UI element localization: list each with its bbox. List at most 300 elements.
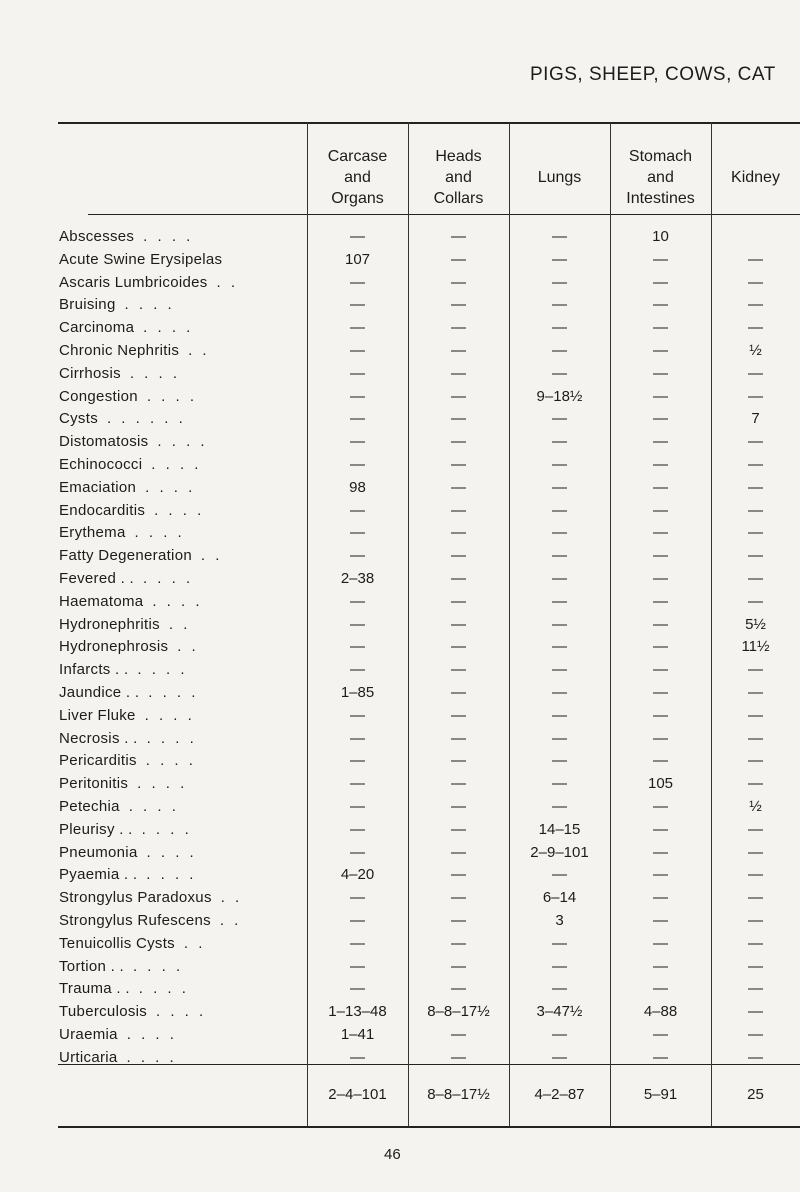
table-cell: — [653,319,668,337]
table-cell: — [350,934,365,952]
row-label-text: Liver Fluke [59,706,136,724]
table-cell: — [748,570,763,587]
row-label [59,616,304,635]
table-cell: — [552,228,567,245]
leader-dots: . . . . [132,957,184,975]
row-label-text: Pneumonia [59,843,138,861]
table-row [0,524,800,543]
table-row [0,821,800,840]
total-heads: 8–8–17½ [427,1086,490,1103]
table-cell: — [451,775,466,793]
table-cell: — [552,592,567,610]
row-label [59,638,304,657]
leader-dots: . . . . [146,387,198,405]
row-label-text: Necrosis . . [59,729,138,747]
row-label-text: Erythema [59,524,126,542]
table-row [0,388,800,407]
table-cell: — [350,638,365,656]
table-cell: — [451,547,466,565]
row-label [59,912,304,931]
leader-dots: . . [219,912,242,929]
table-row [0,1049,800,1068]
row-label-text: Infarcts . . [59,661,129,679]
table-cell: 7 [751,410,760,428]
table-cell: — [653,957,668,975]
leader-dots: . . [220,889,243,907]
table-cell: — [350,547,365,565]
leader-dots: . . . . [126,1026,177,1043]
row-label [59,456,304,475]
row-label [59,342,304,361]
row-label-text: Acute Swine Erysipelas [59,250,223,268]
table-row [0,456,800,475]
table-cell: — [451,410,466,428]
table-row [0,228,800,247]
table-row [0,251,800,270]
table-cell: — [451,729,466,747]
table-top-rule [58,122,800,124]
table-row [0,274,800,293]
row-label-text: Haematoma [59,592,144,610]
table-cell: — [552,661,567,679]
table-cell: — [653,820,668,838]
row-label-text: Tortion . . [59,957,124,975]
table-cell: — [748,1048,763,1066]
table-cell: — [653,250,668,268]
table-cell: — [552,957,567,975]
table-cell: — [350,843,365,861]
row-label-text: Ascaris Lumbricoides [59,273,208,291]
table-cell: — [451,661,466,679]
table-cell: — [653,798,668,815]
leader-dots: . . . . [143,319,194,337]
table-cell: — [451,342,466,359]
row-label [59,570,304,589]
table-cell: — [451,273,466,291]
row-label [59,684,304,703]
table-row [0,661,800,680]
table-cell: — [350,501,365,519]
table-cell: — [451,364,466,382]
table-cell: — [552,250,567,268]
table-cell: — [748,957,763,975]
table-row [0,684,800,703]
table-cell: 1–41 [340,1026,375,1043]
table-cell: — [451,478,466,496]
table-cell: — [350,1048,365,1066]
table-cell: — [552,729,567,747]
table-row [0,365,800,384]
table-cell: — [748,980,763,998]
table-cell: — [350,706,365,724]
row-label-text: Pericarditis [59,752,137,770]
table-cell: — [451,296,466,314]
table-row [0,935,800,954]
table-cell: 2–38 [340,570,375,587]
table-cell: — [748,684,763,701]
leader-dots: . . . . [151,456,202,473]
table-cell: — [748,387,763,405]
table-cell: — [748,273,763,291]
leader-dots: . . . . [146,843,197,861]
table-cell: — [451,1048,466,1066]
leader-dots: . . . . [148,684,199,701]
table-cell: — [451,798,466,815]
table-cell: — [350,912,365,929]
table-cell: — [653,980,668,998]
row-label [59,661,304,680]
row-label-text: Pleurisy . . [59,820,133,838]
table-row [0,1003,800,1022]
table-cell: — [552,775,567,793]
table-row [0,547,800,566]
table-cell: — [748,478,763,496]
table-cell: — [552,638,567,656]
table-cell: 98 [349,478,366,496]
row-label [59,274,304,293]
row-label [59,798,304,817]
table-cell: — [748,250,763,268]
table-cell: — [451,570,466,587]
column-header-carcase: Carcase and Organs [327,148,388,207]
table-cell: — [350,661,365,679]
leader-dots: . . [177,638,199,656]
row-label-text: Urticaria [59,1048,118,1066]
table-cell: — [552,501,567,519]
table-cell: — [552,524,567,542]
table-cell: — [552,684,567,701]
row-label [59,844,304,863]
row-label-text: Cysts [59,410,98,428]
row-label-text: Bruising [59,296,116,314]
table-cell: — [552,478,567,496]
leader-dots: . . . . [143,228,194,245]
row-label [59,821,304,840]
table-cell: — [451,1026,466,1043]
table-cell: — [653,592,668,610]
table-cell: — [748,661,763,679]
table-cell: 4–20 [340,866,375,884]
table-cell: — [350,387,365,405]
table-row [0,844,800,863]
table-cell: ½ [749,798,762,815]
table-cell: — [653,1048,668,1066]
row-label [59,958,304,977]
leader-dots: . . . . [141,820,192,838]
header-bottom-rule [88,214,800,215]
row-label-text: Pyaemia . . [59,866,138,884]
table-cell: — [451,433,466,451]
table-cell: — [552,752,567,770]
leader-dots: . . . . [124,296,175,314]
leader-dots: . . . . [157,433,208,451]
table-cell: — [748,820,763,838]
table-cell: — [350,980,365,998]
table-row [0,479,800,498]
row-label [59,228,304,247]
row-label-text: Emaciation [59,478,137,496]
table-cell: — [552,615,567,633]
table-cell: — [451,866,466,884]
table-cell: — [748,775,763,793]
table-row [0,958,800,977]
table-cell: 10 [652,228,669,245]
table-cell: — [451,250,466,268]
table-cell: — [653,752,668,770]
row-label-text: Distomatosis [59,433,149,451]
table-cell: — [552,296,567,314]
leader-dots: . . . . [137,661,188,679]
table-cell: — [350,433,365,451]
row-label-text: Chronic Nephritis [59,342,180,359]
total-lungs: 4–2–87 [534,1086,585,1103]
row-label-text: Fevered . . [59,570,134,587]
row-label [59,388,304,407]
table-row [0,502,800,521]
table-cell: 6–14 [542,889,577,907]
table-cell: — [552,410,567,428]
table-row [0,319,800,338]
row-label [59,866,304,885]
row-label-text: Strongylus Rufescens [59,912,211,929]
table-row [0,889,800,908]
column-header-lungs: Lungs [537,169,582,186]
table-cell: — [653,638,668,656]
table-cell: 2–9–101 [530,843,589,861]
table-cell: — [653,889,668,907]
table-cell: — [653,706,668,724]
table-cell: — [451,752,466,770]
table-cell: — [350,273,365,291]
table-cell: — [748,889,763,907]
table-cell: — [350,775,365,793]
leader-dots: . . . . [128,798,179,815]
table-cell: — [748,501,763,519]
table-cell: — [748,706,763,724]
table-cell: — [748,296,763,314]
table-cell: 107 [344,250,371,268]
table-cell: — [653,547,668,565]
table-cell: — [451,524,466,542]
table-cell: — [451,980,466,998]
table-cell: — [350,364,365,382]
row-label [59,433,304,452]
table-cell: 5½ [745,615,766,633]
leader-dots: . . . . . . [106,410,186,428]
row-label-text: Tuberculosis [59,1003,148,1021]
row-label [59,752,304,771]
table-cell: — [653,524,668,542]
row-label [59,365,304,384]
table-cell: — [350,296,365,314]
table-cell: — [748,934,763,952]
table-cell: — [748,592,763,610]
table-cell: — [451,889,466,907]
total-stomach: 5–91 [643,1086,678,1103]
row-label [59,479,304,498]
row-label-text: Congestion [59,387,138,405]
table-cell: — [350,524,365,542]
table-cell: 3–47½ [536,1003,583,1021]
table-cell: — [748,456,763,473]
table-cell: 1–13–48 [328,1003,387,1021]
table-row [0,1026,800,1045]
table-cell: — [653,866,668,884]
leader-dots: . . . . [154,501,205,519]
total-carcase: 2–4–101 [328,1086,387,1103]
table-cell: — [653,729,668,747]
table-cell: — [451,843,466,861]
table-cell: — [350,798,365,815]
table-cell: 3 [555,912,564,929]
table-cell: — [552,706,567,724]
row-label [59,889,304,908]
table-cell: — [748,729,763,747]
table-row [0,296,800,315]
table-cell: — [350,752,365,770]
table-cell: — [653,843,668,861]
leader-dots: . . . . [152,592,203,610]
table-bottom-rule [58,1126,800,1128]
row-label-text: Echinococci [59,456,143,473]
row-label-text: Carcinoma [59,319,135,337]
row-label-text: Tenuicollis Cysts [59,934,175,952]
table-cell: — [350,319,365,337]
leader-dots: . . . . [129,364,180,382]
column-header-kidney: Kidney [731,169,780,186]
leader-dots: . . [216,273,239,291]
table-cell: — [653,273,668,291]
leader-dots: . . . . [156,1003,207,1021]
row-label-text: Cirrhosis [59,364,121,382]
table-cell: — [451,387,466,405]
total-kidney: 25 [747,1086,764,1103]
table-row [0,342,800,361]
table-cell: 105 [647,775,674,793]
table-cell: — [748,1003,763,1021]
row-label [59,410,304,429]
table-cell: — [451,820,466,838]
table-cell: — [653,912,668,929]
row-label [59,980,304,999]
row-label [59,1049,304,1068]
table-cell: 9–18½ [536,387,583,405]
table-row [0,638,800,657]
table-row [0,570,800,589]
table-cell: — [552,364,567,382]
row-label-text: Strongylus Paradoxus [59,889,212,907]
row-label-text: Fatty Degeneration [59,547,192,565]
table-row [0,866,800,885]
table-cell: — [451,684,466,701]
table-cell: — [350,592,365,610]
table-cell: — [552,980,567,998]
table-cell: ½ [749,342,762,359]
table-cell: — [451,501,466,519]
table-row [0,433,800,452]
table-cell: — [748,752,763,770]
table-cell: — [552,342,567,359]
table-cell: — [350,456,365,473]
row-label [59,319,304,338]
leader-dots: . . . . [145,752,196,770]
row-label [59,730,304,749]
table-cell: 4–88 [643,1003,678,1021]
table-cell: — [451,934,466,952]
row-label-text: Abscesses [59,228,135,245]
leader-dots: . . . . [138,980,189,998]
leader-dots: . . [200,547,223,565]
row-label [59,296,304,315]
table-cell: — [748,433,763,451]
table-cell: — [748,912,763,929]
table-cell: — [552,1026,567,1043]
table-row [0,593,800,612]
row-label-text: Uraemia [59,1026,118,1043]
table-cell: — [451,706,466,724]
row-label [59,251,304,270]
table-cell: — [748,843,763,861]
table-cell: — [552,547,567,565]
table-cell: — [451,456,466,473]
row-label [59,547,304,566]
table-cell: — [653,433,668,451]
leader-dots: . . . . [144,706,195,724]
table-cell: — [653,387,668,405]
table-cell: — [748,866,763,884]
table-cell: — [748,524,763,542]
table-cell: — [552,798,567,815]
leader-dots: . . . . [134,524,185,542]
row-label [59,707,304,726]
table-cell: — [350,820,365,838]
row-label-text: Peritonitis [59,775,129,793]
table-cell: — [451,912,466,929]
table-cell: — [653,501,668,519]
table-row [0,980,800,999]
table-cell: — [451,592,466,610]
table-cell: — [451,957,466,975]
table-cell: — [350,957,365,975]
leader-dots: . . [183,934,206,952]
table-cell: — [748,364,763,382]
row-label-text: Hydronephritis [59,615,160,633]
row-label-text: Jaundice . . [59,684,140,701]
row-label-text: Hydronephrosis [59,638,169,656]
table-row [0,707,800,726]
leader-dots: . . . . [145,478,196,496]
table-cell: — [552,570,567,587]
leader-dots: . . . . [126,1048,177,1066]
table-cell: — [451,638,466,656]
table-cell: — [653,615,668,633]
row-label [59,1026,304,1045]
table-cell: 14–15 [538,820,581,838]
table-cell: — [451,319,466,337]
table-cell: — [552,866,567,884]
table-row [0,730,800,749]
row-label [59,593,304,612]
table-cell: — [552,456,567,473]
row-label-text: Petechia [59,798,120,815]
table-cell: — [552,273,567,291]
table-cell: — [552,433,567,451]
leader-dots: . . . . [142,570,194,587]
row-label-text: Trauma . . [59,980,130,998]
row-label [59,935,304,954]
table-row [0,798,800,817]
table-cell: — [350,228,365,245]
